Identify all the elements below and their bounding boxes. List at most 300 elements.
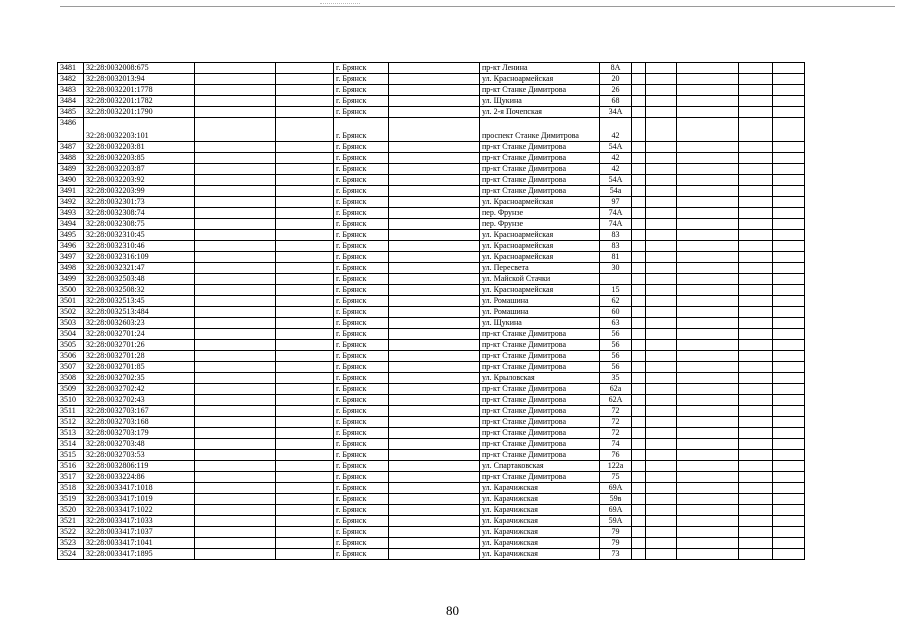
empty-cell (276, 472, 334, 483)
record-number-cell: 3487 (58, 142, 84, 153)
empty-cell (195, 318, 276, 329)
empty-cell (677, 549, 739, 560)
street-cell: ул. Карачижская (480, 527, 600, 538)
city-cell: г. Брянск (334, 118, 389, 142)
empty-cell (677, 417, 739, 428)
cadastral-number-cell: 32:28:0032503:48 (84, 274, 195, 285)
cadastral-number-cell: 32:28:0033417:1019 (84, 494, 195, 505)
city-cell: г. Брянск (334, 208, 389, 219)
table-row (58, 230, 805, 241)
empty-cell (677, 74, 739, 85)
empty-cell (773, 274, 805, 285)
table-row (58, 417, 805, 428)
empty-cell (646, 197, 677, 208)
empty-cell (739, 252, 773, 263)
cadastral-number-cell: 32:28:0032203:81 (84, 142, 195, 153)
record-number-cell: 3521 (58, 516, 84, 527)
empty-cell (389, 450, 480, 461)
city-cell: г. Брянск (334, 307, 389, 318)
empty-cell (739, 384, 773, 395)
empty-cell (677, 274, 739, 285)
cadastral-number-cell: 32:28:0032702:35 (84, 373, 195, 384)
empty-cell (389, 186, 480, 197)
city-cell: г. Брянск (334, 329, 389, 340)
empty-cell (773, 307, 805, 318)
cadastral-number-cell: 32:28:0032203:85 (84, 153, 195, 164)
table-row (58, 351, 805, 362)
empty-cell (632, 208, 646, 219)
empty-cell (773, 208, 805, 219)
empty-cell (646, 307, 677, 318)
empty-cell (739, 63, 773, 74)
empty-cell (632, 285, 646, 296)
empty-cell (389, 417, 480, 428)
empty-cell (739, 428, 773, 439)
empty-cell (646, 395, 677, 406)
empty-cell (389, 241, 480, 252)
empty-cell (646, 450, 677, 461)
empty-cell (646, 340, 677, 351)
record-number-cell: 3501 (58, 296, 84, 307)
empty-cell (677, 63, 739, 74)
house-number-cell: 26 (600, 85, 632, 96)
empty-cell (739, 296, 773, 307)
empty-cell (677, 439, 739, 450)
empty-cell (739, 285, 773, 296)
empty-cell (646, 241, 677, 252)
cadastral-number-cell: 32:28:0032513:45 (84, 296, 195, 307)
page-number: 80 (446, 603, 459, 618)
table-row (58, 527, 805, 538)
house-number-cell (600, 274, 632, 285)
cadastral-number-cell: 32:28:0032603:23 (84, 318, 195, 329)
empty-cell (632, 549, 646, 560)
empty-cell (276, 74, 334, 85)
table-row (58, 461, 805, 472)
empty-cell (195, 285, 276, 296)
house-number-cell: 74А (600, 208, 632, 219)
empty-cell (773, 107, 805, 118)
cadastral-number-cell: 32:28:0032310:46 (84, 241, 195, 252)
city-cell: г. Брянск (334, 472, 389, 483)
cadastral-number-cell: 32:28:0033417:1018 (84, 483, 195, 494)
empty-cell (276, 230, 334, 241)
empty-cell (773, 318, 805, 329)
house-number-cell: 8А (600, 63, 632, 74)
empty-cell (632, 472, 646, 483)
cadastral-number-cell: 32:28:0033417:1037 (84, 527, 195, 538)
empty-cell (276, 461, 334, 472)
empty-cell (632, 230, 646, 241)
empty-cell (389, 384, 480, 395)
empty-cell (632, 252, 646, 263)
empty-cell (739, 329, 773, 340)
empty-cell (276, 505, 334, 516)
empty-cell (195, 219, 276, 230)
empty-cell (632, 417, 646, 428)
empty-cell (389, 538, 480, 549)
city-cell: г. Брянск (334, 186, 389, 197)
empty-cell (739, 307, 773, 318)
table-row (58, 153, 805, 164)
empty-cell (276, 107, 334, 118)
empty-cell (739, 527, 773, 538)
empty-cell (195, 538, 276, 549)
empty-cell (389, 197, 480, 208)
empty-cell (389, 274, 480, 285)
empty-cell (646, 142, 677, 153)
empty-cell (646, 351, 677, 362)
house-number-cell: 59А (600, 516, 632, 527)
table-row (58, 274, 805, 285)
house-number-cell: 79 (600, 527, 632, 538)
record-number-cell: 3512 (58, 417, 84, 428)
empty-cell (739, 96, 773, 107)
empty-cell (389, 208, 480, 219)
empty-cell (646, 472, 677, 483)
empty-cell (677, 85, 739, 96)
house-number-cell: 42 (600, 118, 632, 142)
city-cell: г. Брянск (334, 417, 389, 428)
empty-cell (276, 417, 334, 428)
empty-cell (632, 107, 646, 118)
street-cell: пр-кт Станке Димитрова (480, 351, 600, 362)
house-number-cell: 56 (600, 362, 632, 373)
empty-cell (389, 461, 480, 472)
table-row (58, 395, 805, 406)
city-cell: г. Брянск (334, 450, 389, 461)
empty-cell (195, 483, 276, 494)
table-row (58, 516, 805, 527)
registry-rows (58, 63, 805, 560)
record-number-cell: 3493 (58, 208, 84, 219)
empty-cell (677, 527, 739, 538)
empty-cell (739, 340, 773, 351)
empty-cell (677, 142, 739, 153)
table-row (58, 118, 805, 142)
empty-cell (632, 384, 646, 395)
empty-cell (632, 527, 646, 538)
empty-cell (276, 208, 334, 219)
street-cell: пр-кт Станке Димитрова (480, 340, 600, 351)
house-number-cell: 81 (600, 252, 632, 263)
street-cell: ул. Красноармейская (480, 241, 600, 252)
empty-cell (677, 351, 739, 362)
table-row (58, 373, 805, 384)
empty-cell (677, 329, 739, 340)
empty-cell (677, 118, 739, 142)
street-cell: ул. Красноармейская (480, 285, 600, 296)
empty-cell (195, 439, 276, 450)
empty-cell (739, 373, 773, 384)
empty-cell (773, 483, 805, 494)
cadastral-number-cell: 32:28:0032702:42 (84, 384, 195, 395)
empty-cell (677, 96, 739, 107)
empty-cell (632, 505, 646, 516)
house-number-cell: 60 (600, 307, 632, 318)
street-cell: ул. Щукина (480, 318, 600, 329)
empty-cell (646, 175, 677, 186)
empty-cell (276, 153, 334, 164)
table-row (58, 549, 805, 560)
empty-cell (739, 549, 773, 560)
street-cell: ул. Карачижская (480, 483, 600, 494)
empty-cell (195, 296, 276, 307)
record-number-cell: 3506 (58, 351, 84, 362)
empty-cell (195, 241, 276, 252)
empty-cell (276, 142, 334, 153)
empty-cell (646, 329, 677, 340)
cadastral-number-cell: 32:28:0032301:73 (84, 197, 195, 208)
empty-cell (739, 263, 773, 274)
house-number-cell: 83 (600, 241, 632, 252)
empty-cell (773, 63, 805, 74)
empty-cell (677, 164, 739, 175)
street-cell: пр-кт Станке Димитрова (480, 417, 600, 428)
empty-cell (739, 362, 773, 373)
empty-cell (195, 274, 276, 285)
empty-cell (632, 494, 646, 505)
house-number-cell: 56 (600, 340, 632, 351)
empty-cell (739, 483, 773, 494)
empty-cell (276, 450, 334, 461)
empty-cell (773, 329, 805, 340)
empty-cell (389, 428, 480, 439)
empty-cell (276, 428, 334, 439)
table-row (58, 197, 805, 208)
empty-cell (276, 307, 334, 318)
empty-cell (677, 175, 739, 186)
empty-cell (739, 197, 773, 208)
empty-cell (677, 263, 739, 274)
empty-cell (646, 63, 677, 74)
empty-cell (773, 362, 805, 373)
empty-cell (632, 516, 646, 527)
record-number-cell: 3524 (58, 549, 84, 560)
table-row (58, 208, 805, 219)
empty-cell (632, 74, 646, 85)
empty-cell (646, 74, 677, 85)
record-number-cell: 3495 (58, 230, 84, 241)
house-number-cell: 20 (600, 74, 632, 85)
empty-cell (773, 549, 805, 560)
cadastral-number-cell: 32:28:0032806:119 (84, 461, 195, 472)
empty-cell (646, 406, 677, 417)
empty-cell (739, 230, 773, 241)
empty-cell (195, 527, 276, 538)
empty-cell (677, 362, 739, 373)
empty-cell (646, 164, 677, 175)
cadastral-number-cell: 32:28:0032203:101 (84, 118, 195, 142)
empty-cell (646, 428, 677, 439)
empty-cell (276, 197, 334, 208)
empty-cell (632, 439, 646, 450)
cadastral-number-cell: 32:28:0033417:1895 (84, 549, 195, 560)
empty-cell (276, 63, 334, 74)
empty-cell (739, 241, 773, 252)
empty-cell (389, 406, 480, 417)
city-cell: г. Брянск (334, 142, 389, 153)
record-number-cell: 3481 (58, 63, 84, 74)
empty-cell (195, 208, 276, 219)
empty-cell (389, 230, 480, 241)
empty-cell (276, 274, 334, 285)
city-cell: г. Брянск (334, 461, 389, 472)
empty-cell (632, 538, 646, 549)
empty-cell (632, 241, 646, 252)
empty-cell (195, 549, 276, 560)
empty-cell (646, 208, 677, 219)
empty-cell (739, 85, 773, 96)
empty-cell (773, 96, 805, 107)
empty-cell (632, 362, 646, 373)
empty-cell (739, 274, 773, 285)
empty-cell (646, 296, 677, 307)
empty-cell (195, 516, 276, 527)
empty-cell (632, 296, 646, 307)
empty-cell (646, 96, 677, 107)
street-cell: ул. Ромашина (480, 307, 600, 318)
empty-cell (739, 406, 773, 417)
cadastral-number-cell: 32:28:0032513:484 (84, 307, 195, 318)
table-row (58, 164, 805, 175)
empty-cell (773, 219, 805, 230)
empty-cell (646, 538, 677, 549)
scan-artifact (320, 3, 360, 7)
table-row (58, 296, 805, 307)
cadastral-number-cell: 32:28:0033417:1033 (84, 516, 195, 527)
street-cell: пр-кт Станке Димитрова (480, 395, 600, 406)
record-number-cell: 3503 (58, 318, 84, 329)
empty-cell (739, 208, 773, 219)
empty-cell (276, 351, 334, 362)
record-number-cell: 3500 (58, 285, 84, 296)
empty-cell (646, 107, 677, 118)
empty-cell (195, 96, 276, 107)
empty-cell (632, 307, 646, 318)
table-row (58, 63, 805, 74)
empty-cell (646, 384, 677, 395)
house-number-cell: 69А (600, 483, 632, 494)
empty-cell (632, 96, 646, 107)
empty-cell (195, 406, 276, 417)
table-row (58, 96, 805, 107)
empty-cell (389, 153, 480, 164)
empty-cell (632, 197, 646, 208)
empty-cell (389, 483, 480, 494)
empty-cell (739, 516, 773, 527)
empty-cell (389, 516, 480, 527)
record-number-cell: 3488 (58, 153, 84, 164)
empty-cell (773, 494, 805, 505)
table-row (58, 175, 805, 186)
empty-cell (195, 494, 276, 505)
empty-cell (773, 175, 805, 186)
street-cell: ул. Майской Стачки (480, 274, 600, 285)
empty-cell (739, 153, 773, 164)
record-number-cell: 3498 (58, 263, 84, 274)
empty-cell (773, 428, 805, 439)
empty-cell (389, 74, 480, 85)
cadastral-number-cell: 32:28:0032703:53 (84, 450, 195, 461)
empty-cell (677, 230, 739, 241)
city-cell: г. Брянск (334, 428, 389, 439)
empty-cell (276, 85, 334, 96)
empty-cell (195, 461, 276, 472)
table-row (58, 329, 805, 340)
record-number-cell: 3490 (58, 175, 84, 186)
cadastral-number-cell: 32:28:0032203:99 (84, 186, 195, 197)
record-number-cell: 3486 (58, 118, 84, 142)
table-row (58, 285, 805, 296)
house-number-cell: 72 (600, 428, 632, 439)
record-number-cell: 3515 (58, 450, 84, 461)
empty-cell (646, 186, 677, 197)
empty-cell (677, 461, 739, 472)
empty-cell (195, 164, 276, 175)
table-row (58, 494, 805, 505)
empty-cell (739, 494, 773, 505)
table-row (58, 428, 805, 439)
empty-cell (677, 285, 739, 296)
empty-cell (632, 164, 646, 175)
record-number-cell: 3509 (58, 384, 84, 395)
empty-cell (739, 417, 773, 428)
cadastral-number-cell: 32:28:0033417:1041 (84, 538, 195, 549)
empty-cell (632, 85, 646, 96)
empty-cell (677, 186, 739, 197)
street-cell: пр-кт Станке Димитрова (480, 428, 600, 439)
table-row (58, 483, 805, 494)
city-cell: г. Брянск (334, 384, 389, 395)
empty-cell (276, 406, 334, 417)
house-number-cell: 56 (600, 351, 632, 362)
empty-cell (677, 373, 739, 384)
empty-cell (773, 197, 805, 208)
empty-cell (389, 85, 480, 96)
empty-cell (773, 395, 805, 406)
empty-cell (632, 142, 646, 153)
empty-cell (389, 175, 480, 186)
empty-cell (276, 318, 334, 329)
record-number-cell: 3497 (58, 252, 84, 263)
house-number-cell: 30 (600, 263, 632, 274)
record-number-cell: 3492 (58, 197, 84, 208)
record-number-cell: 3483 (58, 85, 84, 96)
cadastral-number-cell: 32:28:0032203:92 (84, 175, 195, 186)
empty-cell (646, 285, 677, 296)
house-number-cell: 72 (600, 406, 632, 417)
empty-cell (389, 318, 480, 329)
empty-cell (739, 472, 773, 483)
city-cell: г. Брянск (334, 406, 389, 417)
house-number-cell: 72 (600, 417, 632, 428)
empty-cell (389, 118, 480, 142)
cadastral-number-cell: 32:28:0032703:168 (84, 417, 195, 428)
empty-cell (195, 153, 276, 164)
cadastral-number-cell: 32:28:0032703:167 (84, 406, 195, 417)
street-cell: пер. Фрунзе (480, 219, 600, 230)
empty-cell (632, 175, 646, 186)
empty-cell (677, 107, 739, 118)
city-cell: г. Брянск (334, 395, 389, 406)
empty-cell (646, 549, 677, 560)
street-cell: пр-кт Станке Димитрова (480, 329, 600, 340)
empty-cell (389, 285, 480, 296)
city-cell: г. Брянск (334, 505, 389, 516)
cadastral-number-cell: 32:28:0032703:48 (84, 439, 195, 450)
city-cell: г. Брянск (334, 230, 389, 241)
